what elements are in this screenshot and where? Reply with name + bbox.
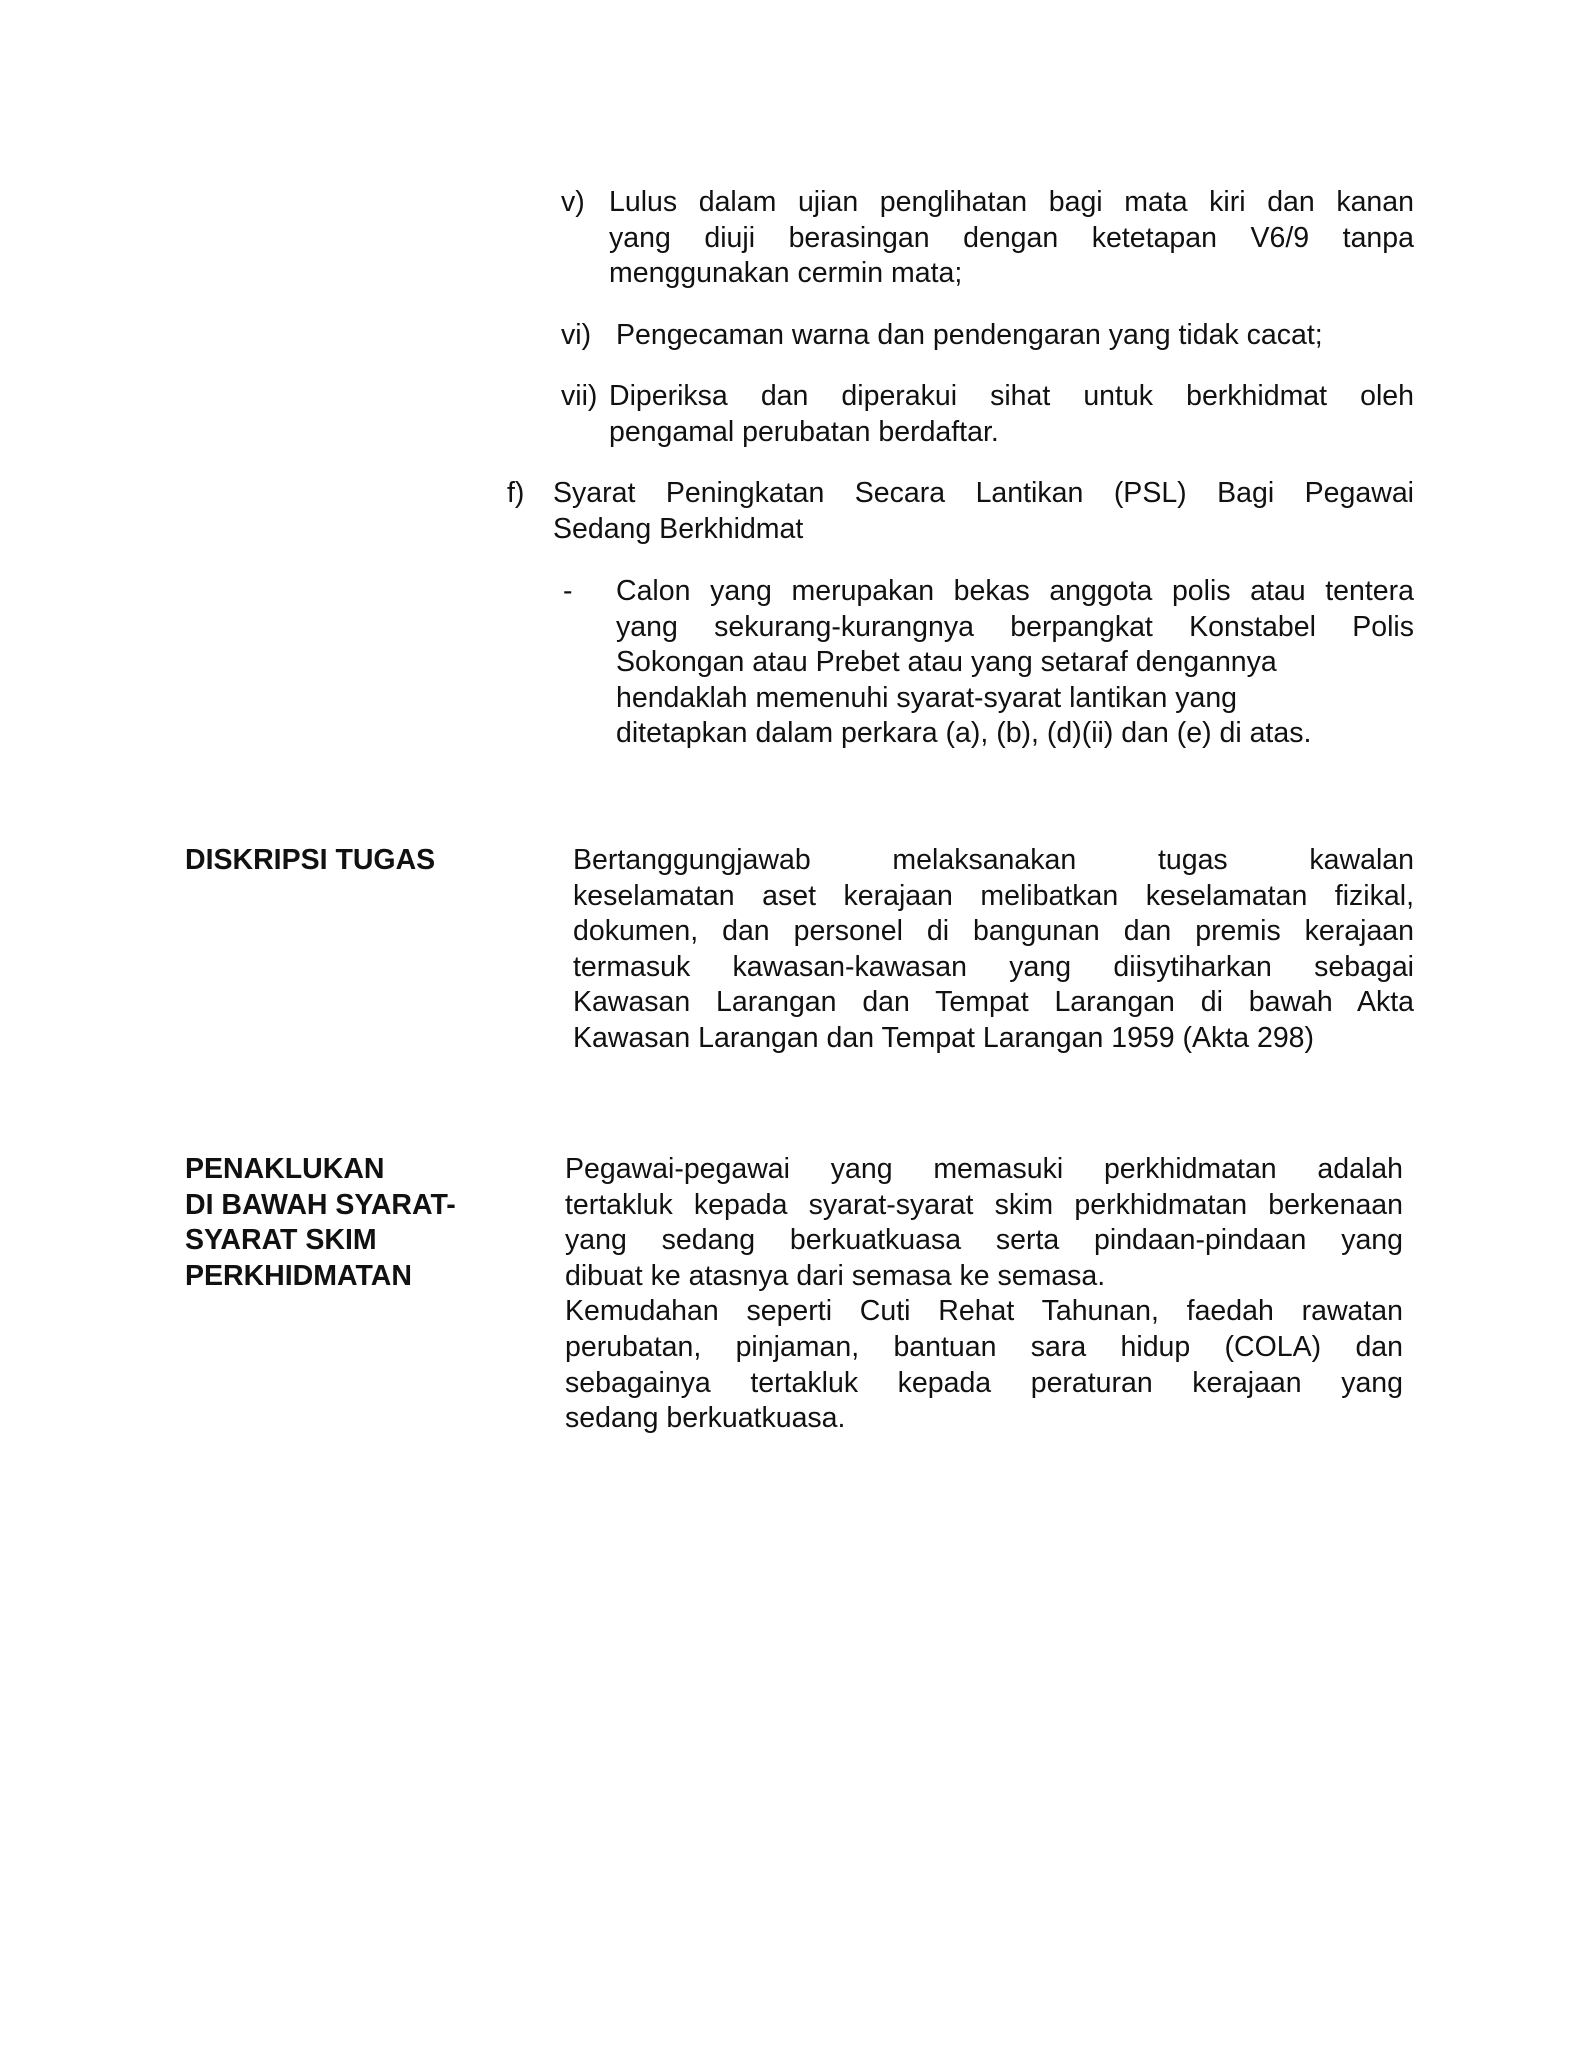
penaklukan-heading [185, 1152, 456, 1294]
item-f-marker: f) [507, 477, 525, 509]
penaklukan-heading-line: SYARAT SKIM [185, 1224, 377, 1257]
penaklukan-line: tertakluk kepada syarat-syarat skim perkhidmatan berkenaan [565, 1188, 1403, 1221]
penaklukan-line: dibuat ke atasnya dari semasa ke semasa. [565, 1259, 1106, 1292]
item-vii-marker: vii) [561, 380, 598, 412]
penaklukan-heading-line: PERKHIDMATAN [185, 1259, 412, 1292]
item-v-text [609, 185, 1414, 292]
item-dash-line: Calon yang merupakan bekas anggota polis atau tentera [616, 575, 1414, 607]
item-dash-line: hendaklah memenuhi syarat-syarat lantikan yang [616, 681, 1238, 714]
diskripsi-body [573, 843, 1414, 1057]
item-vii-line: pengamal perubatan berdaftar. [609, 415, 999, 448]
item-v-line: menggunakan cermin mata; [609, 257, 963, 290]
item-v-marker: v) [561, 186, 585, 218]
item-vi-marker: vi) [561, 319, 592, 351]
item-v-line: yang diuji berasingan dengan ketetapan V6/9 tanpa [609, 221, 1414, 254]
diskripsi-line: dokumen, dan personel di bangunan dan premis kerajaan [573, 915, 1414, 948]
item-vi-text [616, 318, 1416, 354]
penaklukan-line: Pegawai-pegawai yang memasuki perkhidmatan adalah [565, 1153, 1403, 1185]
penaklukan-line: yang sedang berkuatkuasa serta pindaan-pindaan yang [565, 1224, 1403, 1257]
diskripsi-line: keselamatan aset kerajaan melibatkan keselamatan fizikal, [573, 879, 1414, 912]
diskripsi-line: Bertanggungjawab melaksanakan tugas kawalan [573, 844, 1414, 876]
item-f-line: Syarat Peningkatan Secara Lantikan (PSL) Bagi Pegawai [553, 477, 1414, 509]
penaklukan-line: perubatan, pinjaman, bantuan sara hidup (COLA) dan [565, 1330, 1403, 1363]
penaklukan-heading-line: DI BAWAH SYARAT- [185, 1188, 456, 1221]
item-v-line: Lulus dalam ujian penglihatan bagi mata kiri dan kanan [609, 186, 1414, 218]
diskripsi-line: Kawasan Larangan dan Tempat Larangan 1959 (Akta 298) [573, 1021, 1315, 1054]
item-dash-line: Sokongan atau Prebet atau yang setaraf dengannya [616, 646, 1277, 679]
item-dash-text [616, 574, 1414, 752]
item-vii-text [609, 379, 1414, 450]
penaklukan-line: Kemudahan seperti Cuti Rehat Tahunan, faedah rawatan [565, 1295, 1403, 1328]
diskripsi-line: termasuk kawasan-kawasan yang diisytiharkan sebagai [573, 950, 1414, 983]
item-f-line: Sedang Berkhidmat [553, 512, 804, 545]
penaklukan-line: sedang berkuatkuasa. [565, 1402, 846, 1435]
item-dash-marker: - [563, 575, 573, 607]
item-f-text [553, 476, 1414, 547]
item-dash-line: ditetapkan dalam perkara (a), (b), (d)(ii) dan (e) di atas. [616, 717, 1312, 750]
penaklukan-body [565, 1152, 1403, 1437]
diskripsi-heading: DISKRIPSI TUGAS [185, 844, 436, 876]
item-vii-line: Diperiksa dan diperakui sihat untuk berkhidmat oleh [609, 380, 1414, 412]
penaklukan-line: sebagainya tertakluk kepada peraturan kerajaan yang [565, 1366, 1403, 1399]
item-dash-line: yang sekurang-kurangnya berpangkat Konstabel Polis [616, 610, 1414, 643]
item-vi-line: Pengecaman warna dan pendengaran yang tidak cacat; [616, 319, 1323, 351]
penaklukan-heading-line: PENAKLUKAN [185, 1153, 385, 1185]
diskripsi-line: Kawasan Larangan dan Tempat Larangan di bawah Akta [573, 986, 1414, 1019]
